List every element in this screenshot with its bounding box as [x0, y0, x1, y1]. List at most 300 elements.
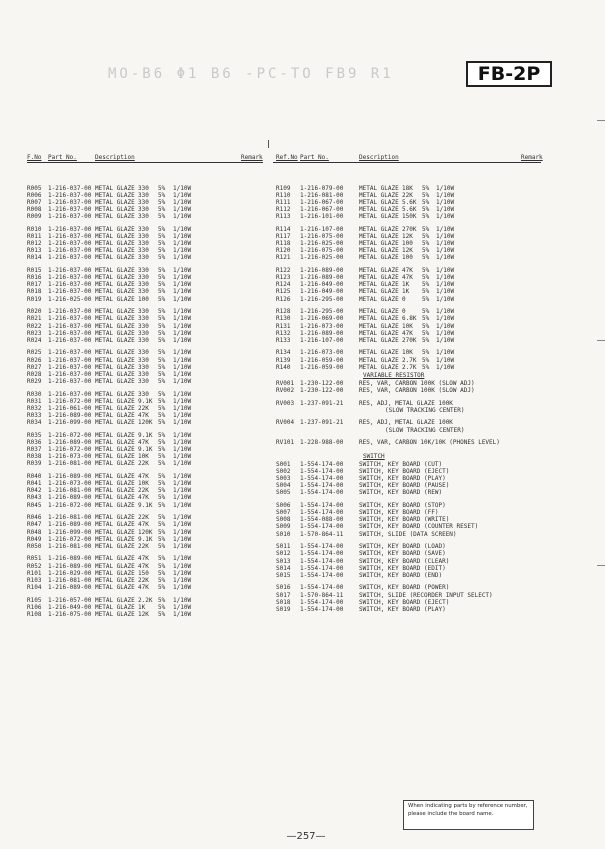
description: SWITCH, KEY BOARD (EJECT) [359, 598, 450, 606]
ref-no: S003 [276, 475, 291, 483]
tolerance: 5% [158, 240, 166, 248]
part-no: 1-216-081-00 [48, 487, 92, 495]
table-row [27, 288, 263, 295]
tolerance: 5% [158, 480, 166, 488]
tolerance: 5% [158, 521, 166, 529]
part-no: 1-216-037-00 [48, 315, 92, 323]
wattage: 1/10W [173, 213, 192, 221]
value: 9.1K [138, 535, 153, 543]
wattage: 1/10W [173, 446, 192, 454]
column-divider [268, 140, 269, 148]
tolerance: 5% [158, 460, 166, 468]
description: METAL GLAZE [95, 431, 135, 439]
value: 47K [138, 473, 149, 481]
tolerance: 5% [158, 487, 166, 495]
description: METAL GLAZE [95, 473, 135, 481]
part-no: 1-216-073-00 [300, 322, 344, 330]
table-row [273, 419, 541, 426]
tolerance: 5% [158, 453, 166, 461]
description: METAL GLAZE [95, 315, 135, 323]
description: METAL GLAZE [95, 281, 135, 289]
value: 10K [402, 349, 413, 357]
value: 100 [138, 295, 149, 303]
part-no: 1-554-174-00 [300, 482, 344, 490]
part-no: 1-216-107-00 [300, 225, 344, 233]
part-no: 1-216-089-00 [48, 584, 92, 592]
table-row [27, 584, 263, 591]
value: 10K [138, 453, 149, 461]
value: 330 [138, 363, 149, 371]
part-no: 1-216-037-00 [48, 247, 92, 255]
value: 18K [402, 184, 413, 192]
description: METAL GLAZE [95, 336, 135, 344]
value: 330 [138, 267, 149, 275]
value: 100 [402, 254, 413, 262]
table-row [27, 296, 263, 303]
value: 330 [138, 370, 149, 378]
ref-no: R026 [27, 356, 42, 364]
table-row [273, 226, 541, 233]
wattage: 1/10W [173, 184, 192, 192]
ref-no: R133 [276, 336, 291, 344]
ref-header: F.No [27, 154, 42, 162]
description: METAL GLAZE [95, 562, 135, 570]
tolerance: 5% [158, 295, 166, 303]
table-row [27, 480, 263, 487]
table-row [27, 570, 263, 577]
part-no: 1-216-107-00 [300, 336, 344, 344]
wattage: 1/10W [173, 480, 192, 488]
tolerance: 5% [158, 473, 166, 481]
value: 270K [402, 225, 417, 233]
value: 9.1K [138, 397, 153, 405]
table-row [27, 529, 263, 536]
wattage: 1/10W [436, 308, 455, 316]
ref-no: R028 [27, 370, 42, 378]
value: 22K [138, 542, 149, 550]
description: METAL GLAZE [95, 419, 135, 427]
description: METAL GLAZE [95, 404, 135, 412]
part-no: 1-216-089-00 [48, 412, 92, 420]
value: 5.6K [402, 206, 417, 214]
part-no: 1-554-174-00 [300, 584, 344, 592]
wattage: 1/10W [436, 322, 455, 330]
value: 330 [138, 315, 149, 323]
part-no: 1-216-089-00 [48, 438, 92, 446]
table-row [27, 391, 263, 398]
tolerance: 5% [158, 322, 166, 330]
tolerance: 5% [158, 555, 166, 563]
ref-no: R108 [27, 610, 42, 618]
part-no: 1-554-174-00 [300, 523, 344, 531]
description: METAL GLAZE [95, 295, 135, 303]
description: METAL GLAZE [95, 356, 135, 364]
description: METAL GLAZE [95, 267, 135, 275]
value: 120K [138, 419, 153, 427]
description: METAL GLAZE [95, 576, 135, 584]
ref-no: R047 [27, 521, 42, 529]
part-no: 1-554-174-00 [300, 550, 344, 558]
ref-no: R025 [27, 349, 42, 357]
table-row [273, 523, 541, 530]
description: METAL GLAZE [95, 438, 135, 446]
ref-no: S006 [276, 502, 291, 510]
part-no: 1-216-037-00 [48, 254, 92, 262]
part-no: 1-216-037-00 [48, 329, 92, 337]
wattage: 1/10W [436, 240, 455, 248]
part-no: 1-216-037-00 [48, 232, 92, 240]
ref-no: R023 [27, 329, 42, 337]
value: 330 [138, 225, 149, 233]
part-no: 1-216-037-00 [48, 378, 92, 385]
part-no: 1-216-037-00 [48, 191, 92, 199]
wattage: 1/10W [173, 225, 192, 233]
wattage: 1/10W [173, 397, 192, 405]
tolerance: 5% [422, 315, 430, 323]
value: 9.1K [138, 431, 153, 439]
part-no: 1-216-069-00 [300, 315, 344, 323]
table-row [27, 419, 263, 426]
wattage: 1/10W [436, 356, 455, 364]
table-row [27, 315, 263, 322]
table-row [273, 543, 541, 550]
value: 12K [402, 232, 413, 240]
table-row [273, 247, 541, 254]
wattage: 1/10W [173, 315, 192, 323]
tolerance: 5% [158, 247, 166, 255]
description: METAL GLAZE [359, 315, 399, 323]
value: 6.8K [402, 315, 417, 323]
part-no: 1-216-072-00 [48, 535, 92, 543]
part-no: 1-216-037-00 [48, 356, 92, 364]
wattage: 1/10W [436, 288, 455, 296]
wattage: 1/10W [173, 438, 192, 446]
wattage: 1/10W [173, 487, 192, 495]
table-row [273, 315, 541, 322]
ref-no: R015 [27, 267, 42, 275]
table-row [27, 563, 263, 570]
tolerance: 5% [158, 412, 166, 420]
wattage: 1/10W [436, 184, 455, 192]
wattage: 1/10W [436, 295, 455, 303]
variable-resistor-heading [273, 371, 541, 380]
ref-no: R130 [276, 315, 291, 323]
ref-no: S011 [276, 543, 291, 551]
part-no: 1-216-089-00 [300, 274, 344, 282]
ref-no: R017 [27, 281, 42, 289]
ref-no: R009 [27, 213, 42, 221]
ref-no: R140 [276, 363, 291, 371]
description: SWITCH, KEY BOARD (PLAY) [359, 605, 446, 613]
ref-no: R128 [276, 308, 291, 316]
value: 330 [138, 184, 149, 192]
value: 22K [138, 404, 149, 412]
description: METAL GLAZE [95, 542, 135, 550]
ref-no: R018 [27, 288, 42, 296]
table-row [27, 199, 263, 206]
table-row [273, 206, 541, 213]
description: METAL GLAZE [95, 453, 135, 461]
description: METAL GLAZE [95, 584, 135, 592]
table-row [273, 592, 541, 599]
table-row [27, 254, 263, 261]
part-no: 1-554-174-00 [300, 475, 344, 483]
description: METAL GLAZE [359, 356, 399, 364]
wattage: 1/10W [173, 370, 192, 378]
ref-no: R019 [27, 295, 42, 303]
ref-no: R139 [276, 356, 291, 364]
ref-no: RV002 [276, 387, 295, 394]
part-no: 1-230-122-00 [300, 379, 344, 387]
description: METAL GLAZE [359, 363, 399, 371]
value: 47K [138, 562, 149, 570]
left-parts-column [27, 140, 263, 625]
wattage: 1/10W [173, 535, 192, 543]
ref-no: R109 [276, 184, 291, 192]
tolerance: 5% [422, 349, 430, 357]
ref-no: S019 [276, 605, 291, 613]
table-row [273, 323, 541, 330]
tolerance: 5% [158, 446, 166, 454]
ref-no: R121 [276, 254, 291, 262]
ref-no: R118 [276, 240, 291, 248]
section-title-text: VARIABLE RESISTOR [363, 371, 425, 379]
wattage: 1/10W [436, 254, 455, 262]
wattage: 1/10W [436, 315, 455, 323]
value: 330 [138, 247, 149, 255]
description: METAL GLAZE [95, 191, 135, 199]
tolerance: 5% [422, 198, 430, 206]
wattage: 1/10W [173, 274, 192, 282]
ref-no: R112 [276, 206, 291, 214]
description: RES, VAR, CARBON 100K (SLOW ADJ) [359, 387, 475, 394]
tolerance: 5% [422, 356, 430, 364]
tolerance: 5% [158, 542, 166, 550]
ref-no: S005 [276, 489, 291, 497]
ref-no: S007 [276, 509, 291, 517]
ref-no: R030 [27, 390, 42, 398]
value: 330 [138, 356, 149, 364]
part-no: 1-216-037-00 [48, 322, 92, 330]
value: 330 [138, 240, 149, 248]
ref-no: R106 [27, 603, 42, 611]
part-no: 1-570-864-11 [300, 591, 344, 599]
part-no: 1-570-864-11 [300, 530, 344, 538]
table-row [27, 247, 263, 254]
ref-no: R011 [27, 232, 42, 240]
description: METAL GLAZE [359, 329, 399, 337]
tolerance: 5% [158, 528, 166, 536]
part-no: 1-216-025-00 [300, 254, 344, 262]
table-row [27, 412, 263, 419]
table-row [27, 240, 263, 247]
part-no: 1-554-174-00 [300, 509, 344, 517]
table-row [27, 405, 263, 412]
tolerance: 5% [158, 288, 166, 296]
ref-no: R027 [27, 363, 42, 371]
description: METAL GLAZE [95, 397, 135, 405]
tolerance: 5% [422, 288, 430, 296]
value: 22K [138, 460, 149, 468]
table-row [27, 487, 263, 494]
table-row [27, 577, 263, 584]
value: 12K [138, 610, 149, 618]
wattage: 1/10W [436, 198, 455, 206]
description: SWITCH, KEY BOARD (EDIT) [359, 564, 446, 572]
tolerance: 5% [158, 569, 166, 577]
description: METAL GLAZE [95, 349, 135, 357]
wattage: 1/10W [173, 254, 192, 262]
table-row [273, 516, 541, 523]
part-no: 1-216-037-00 [48, 267, 92, 275]
value: 150 [138, 569, 149, 577]
description-header: Description [359, 154, 399, 162]
ref-no: R105 [27, 596, 42, 604]
table-row [27, 357, 263, 364]
table-row [273, 364, 541, 371]
ref-no: S002 [276, 467, 291, 475]
value: 330 [138, 254, 149, 262]
tolerance: 5% [158, 267, 166, 275]
description-note: (SLOW TRACKING CENTER) [385, 426, 465, 434]
tolerance: 5% [158, 254, 166, 262]
part-no: 1-216-075-00 [48, 610, 92, 618]
table-row [273, 267, 541, 274]
table-row [27, 453, 263, 460]
tolerance: 5% [158, 431, 166, 439]
description: METAL GLAZE [95, 501, 135, 509]
ref-no: R045 [27, 501, 42, 509]
tolerance: 5% [158, 206, 166, 214]
description: METAL GLAZE [95, 288, 135, 296]
part-no: 1-216-081-00 [300, 191, 344, 199]
tolerance: 5% [422, 213, 430, 221]
description: METAL GLAZE [359, 225, 399, 233]
ref-no: R043 [27, 494, 42, 502]
part-no: 1-216-037-00 [48, 240, 92, 248]
part-no: 1-216-037-00 [48, 225, 92, 233]
table-row [273, 482, 541, 489]
description: SWITCH, KEY BOARD (FF) [359, 509, 439, 517]
ref-no: R123 [276, 274, 291, 282]
tolerance: 5% [158, 390, 166, 398]
wattage: 1/10W [173, 336, 192, 344]
table-row [27, 521, 263, 528]
tolerance: 5% [422, 322, 430, 330]
part-no: 1-216-037-00 [48, 370, 92, 378]
tolerance: 5% [158, 225, 166, 233]
table-row [27, 337, 263, 344]
right-parts-list [273, 185, 541, 613]
wattage: 1/10W [436, 232, 455, 240]
description: RES, VAR, CARBON 100K (SLOW ADJ) [359, 379, 475, 387]
tolerance: 5% [158, 397, 166, 405]
part-no: 1-216-037-00 [48, 308, 92, 316]
tolerance: 5% [422, 184, 430, 192]
wattage: 1/10W [173, 453, 192, 461]
ref-no: R126 [276, 295, 291, 303]
description: METAL GLAZE [359, 267, 399, 275]
table-row [27, 233, 263, 240]
value: 330 [138, 329, 149, 337]
table-row [27, 226, 263, 233]
part-no: 1-216-089-00 [300, 329, 344, 337]
part-no: 1-216-049-00 [300, 288, 344, 296]
value: 330 [138, 198, 149, 206]
tolerance: 5% [422, 254, 430, 262]
wattage: 1/10W [173, 460, 192, 468]
value: 10K [402, 322, 413, 330]
wattage: 1/10W [436, 363, 455, 371]
description: METAL GLAZE [359, 295, 399, 303]
ref-no: R034 [27, 419, 42, 427]
table-row [273, 400, 541, 407]
part-no: 1-216-072-00 [48, 446, 92, 454]
tolerance: 5% [422, 363, 430, 371]
description: METAL GLAZE [95, 308, 135, 316]
part-no: 1-216-049-00 [300, 281, 344, 289]
tolerance: 5% [158, 213, 166, 221]
description: SWITCH, KEY BOARD (END) [359, 571, 443, 579]
part-no: 1-554-174-00 [300, 564, 344, 572]
description: METAL GLAZE [95, 460, 135, 468]
part-no: 1-216-072-00 [48, 397, 92, 405]
wattage: 1/10W [173, 322, 192, 330]
part-no: 1-216-067-00 [300, 206, 344, 214]
table-row [27, 432, 263, 439]
wattage: 1/10W [173, 603, 192, 611]
description: METAL GLAZE [95, 528, 135, 536]
ref-no: R046 [27, 514, 42, 522]
ref-no: R029 [27, 378, 42, 385]
wattage: 1/10W [173, 308, 192, 316]
wattage: 1/10W [173, 349, 192, 357]
table-row [27, 555, 263, 562]
part-no: 1-230-122-00 [300, 387, 344, 394]
wattage: 1/10W [173, 247, 192, 255]
ref-no: R005 [27, 184, 42, 192]
wattage: 1/10W [173, 232, 192, 240]
description-note: (SLOW TRACKING CENTER) [385, 406, 465, 414]
wattage: 1/10W [173, 363, 192, 371]
ref-no: R016 [27, 274, 42, 282]
table-row [273, 584, 541, 591]
part-no: 1-216-037-00 [48, 288, 92, 296]
wattage: 1/10W [173, 329, 192, 337]
description: SWITCH, KEY BOARD (PAUSE) [359, 482, 450, 490]
left-header-row [27, 154, 263, 163]
ref-no: S017 [276, 591, 291, 599]
tolerance: 5% [158, 562, 166, 570]
ref-no: R038 [27, 453, 42, 461]
ref-no: R117 [276, 232, 291, 240]
part-no: 1-554-174-00 [300, 489, 344, 497]
description: METAL GLAZE [95, 446, 135, 454]
value: 12K [402, 247, 413, 255]
description: METAL GLAZE [95, 390, 135, 398]
table-row [27, 536, 263, 543]
value: 120K [138, 528, 153, 536]
wattage: 1/10W [436, 329, 455, 337]
part-no: 1-216-059-00 [300, 363, 344, 371]
part-no: 1-216-081-00 [48, 460, 92, 468]
description: SWITCH, KEY BOARD (POWER) [359, 584, 450, 592]
part-no: 1-216-099-00 [48, 528, 92, 536]
wattage: 1/10W [436, 247, 455, 255]
ref-no: R125 [276, 288, 291, 296]
ref-no: R008 [27, 206, 42, 214]
tolerance: 5% [422, 329, 430, 337]
